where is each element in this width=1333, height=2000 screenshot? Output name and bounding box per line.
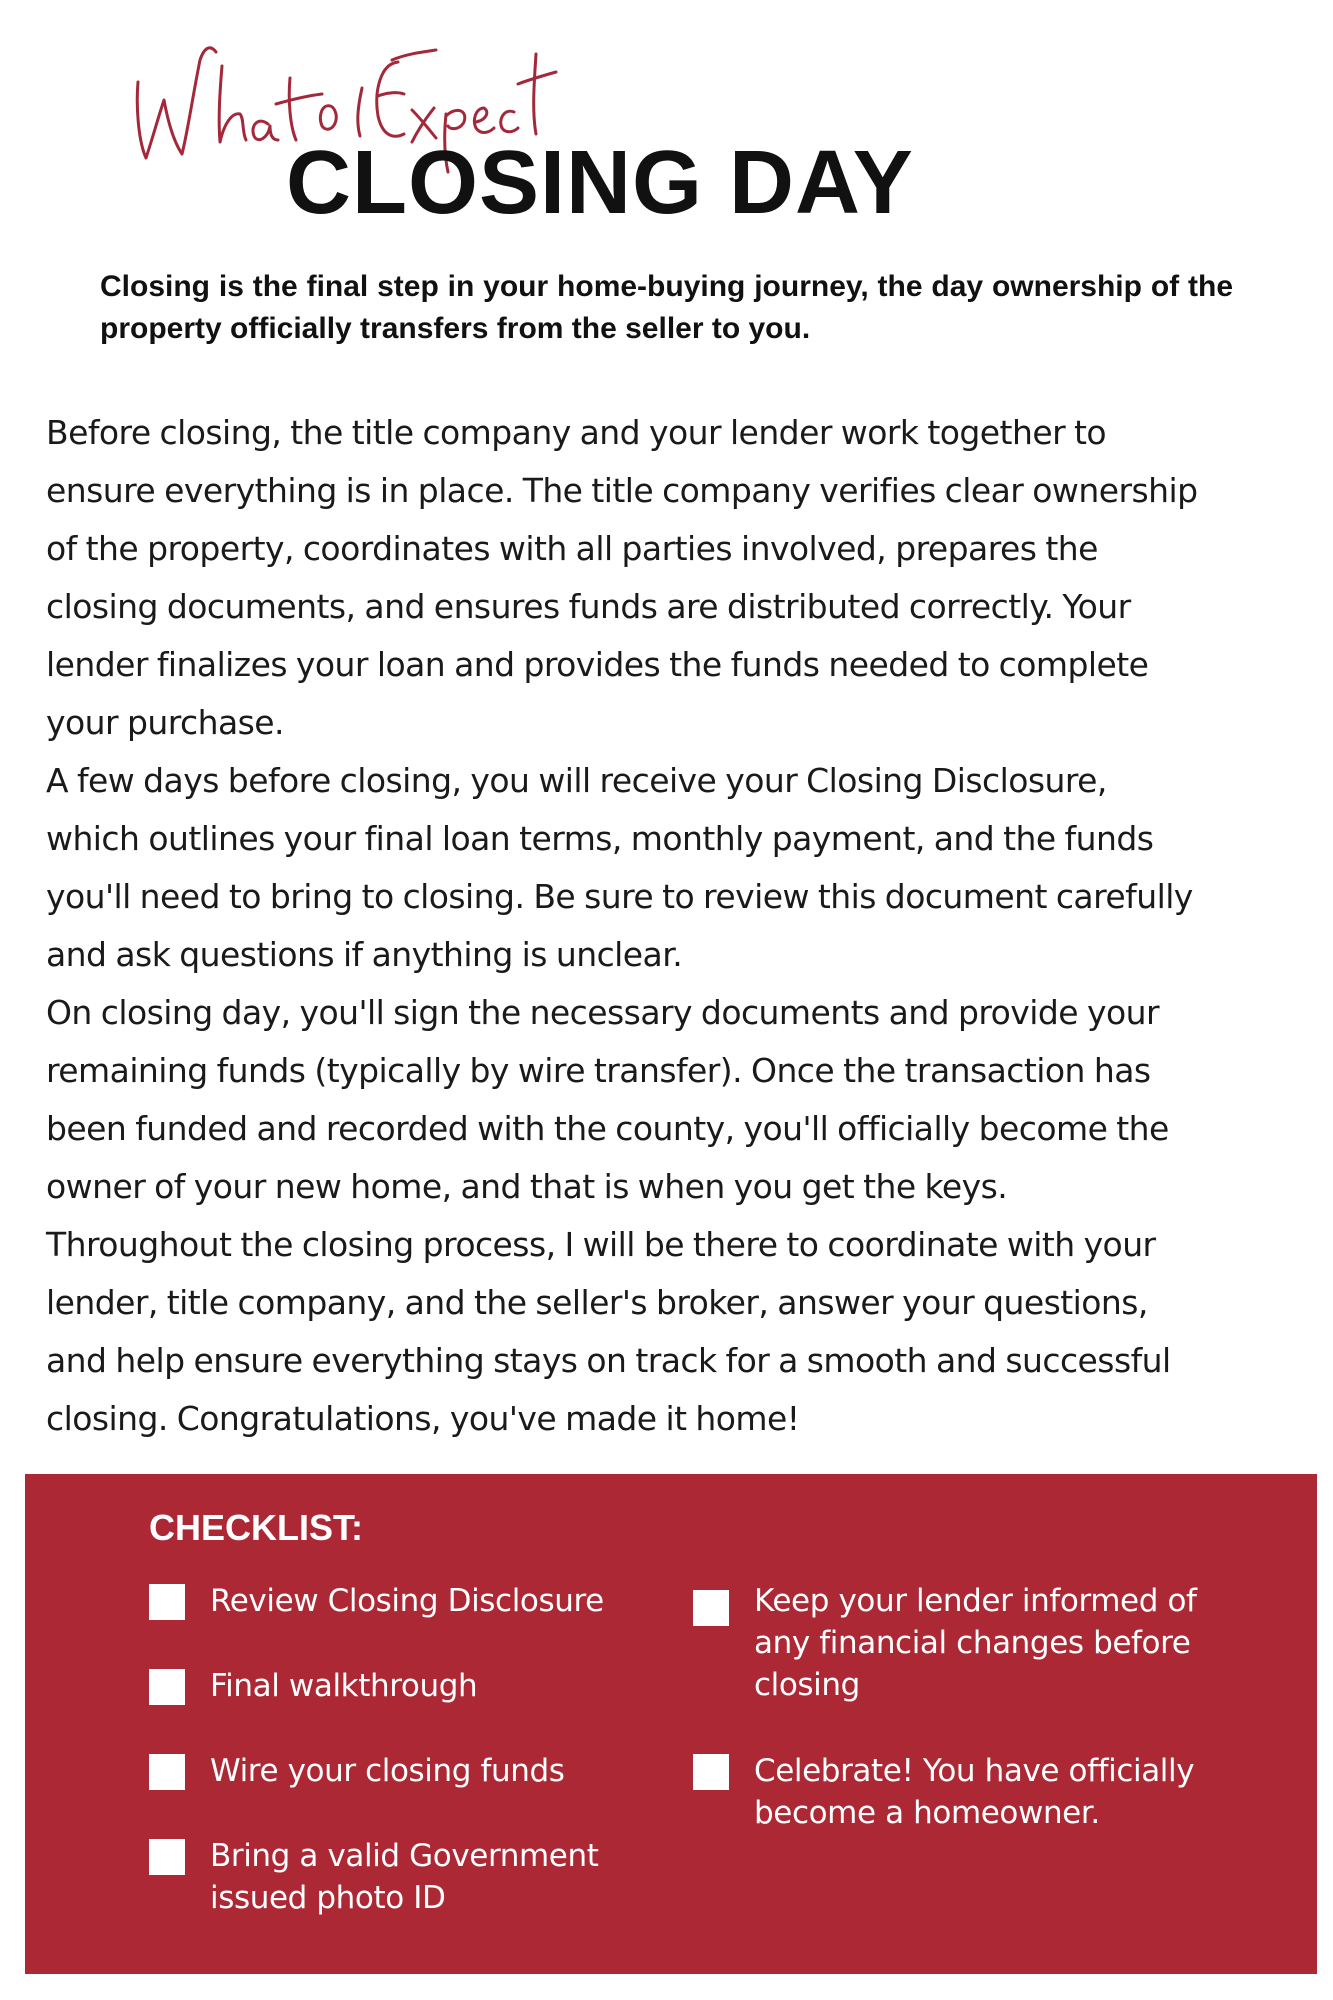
checkbox[interactable] [693,1590,729,1626]
checklist-panel [25,1474,1317,1974]
body-text [46,404,1296,1448]
checklist-item-label: issued photo ID [210,1880,446,1916]
checklist-title: CHECKLIST: [149,1507,363,1548]
checklist-item-label: Review Closing Disclosure [210,1583,604,1619]
checkbox[interactable] [693,1754,729,1790]
checklist-item-label: closing [754,1667,860,1703]
body-line: remaining funds (typically by wire transfer). Once the transaction has [46,1051,1151,1090]
body-line: and help ensure everything stays on track for a smooth and successful [46,1341,1171,1380]
body-line: owner of your new home, and that is when you get the keys. [46,1167,1008,1206]
body-line: Throughout the closing process, I will be there to coordinate with your [46,1225,1156,1264]
body-line: which outlines your final loan terms, monthly payment, and the funds [46,819,1154,858]
body-line: your purchase. [46,703,284,742]
body-line: closing. Congratulations, you've made it home! [46,1399,800,1438]
body-line: been funded and recorded with the county, you'll officially become the [46,1109,1169,1148]
body-line: and ask questions if anything is unclear. [46,935,683,974]
body-line: ensure everything is in place. The title company verifies clear ownership [46,471,1198,510]
body-line: closing documents, and ensures funds are distributed correctly. Your [46,587,1131,626]
intro-paragraph: Closing is the final step in your home-buying journey, the day ownership of the property officially transfers from the seller to you. [100,270,1233,345]
checklist-item-label: Bring a valid Government [210,1838,599,1874]
checkbox[interactable] [149,1669,185,1705]
body-line: you'll need to bring to closing. Be sure to review this document carefully [46,877,1193,916]
checklist-item-label: Wire your closing funds [210,1753,565,1789]
checklist-item-label: any financial changes before [754,1625,1191,1661]
checkbox[interactable] [149,1754,185,1790]
checklist-item-label: become a homeowner. [754,1795,1100,1831]
checkbox[interactable] [149,1584,185,1620]
body-line: On closing day, you'll sign the necessary documents and provide your [46,993,1159,1032]
checklist-item-label: Celebrate! You have officially [754,1753,1195,1789]
body-line: lender, title company, and the seller's broker, answer your questions, [46,1283,1148,1322]
checklist-item-label: Final walkthrough [210,1668,478,1704]
checklist-item-label: Keep your lender informed of [754,1583,1197,1619]
body-line: Before closing, the title company and your lender work together to [46,413,1107,452]
body-line: of the property, coordinates with all parties involved, prepares the [46,529,1098,568]
body-line: lender finalizes your loan and provides the funds needed to complete [46,645,1149,684]
body-line: A few days before closing, you will receive your Closing Disclosure, [46,761,1107,800]
page-title: CLOSING DAY [286,133,914,233]
checkbox[interactable] [149,1839,185,1875]
